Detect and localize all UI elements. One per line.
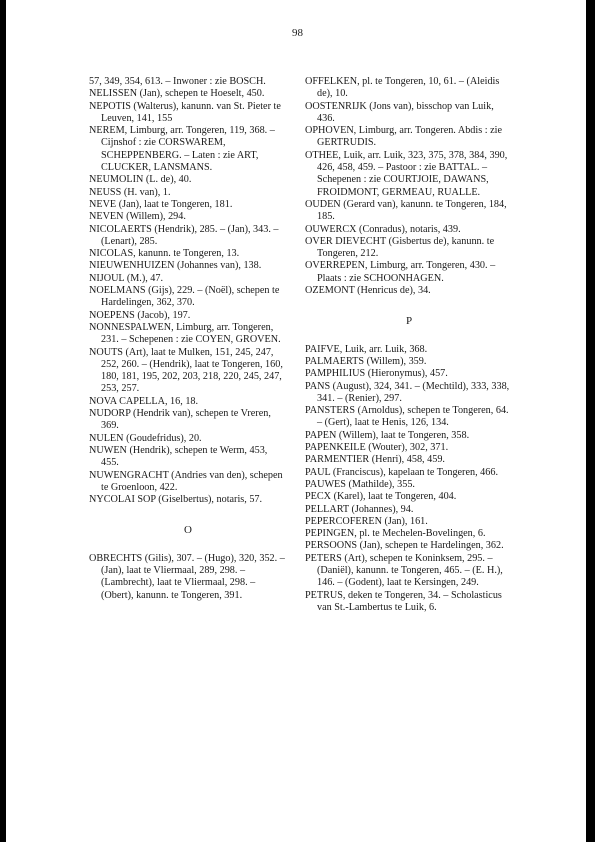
index-entry: PELLART (Johannes), 94.: [305, 503, 414, 515]
index-entry: PETRUS, deken te Tongeren, 34. – Scholasticus van St.-Lambertus te Luik, 6.: [305, 589, 502, 613]
index-entry: NUWENGRACHT (Andries van den), schepen te Groenloon, 422.: [89, 469, 283, 493]
index-entry: PAUWES (Mathilde), 355.: [305, 478, 415, 490]
index-entry: OVER DIEVECHT (Gisbertus de), kanunn. te Tongeren, 212.: [305, 235, 495, 260]
index-entry: NEREM, Limburg, arr. Tongeren, 119, 368. – Cijnshof : zie CORSWAREM, SCHEPPENBERG. – Laten : zie ART, CLUCKER, LANSMANS.: [89, 125, 275, 174]
section-heading-p: P: [405, 315, 413, 328]
index-entry: PAPENKEILE (Wouter), 302, 371.: [305, 442, 449, 454]
index-entry: OFFELKEN, pl. te Tongeren, 10, 61. – (Aleidis de), 10.: [305, 76, 500, 100]
scan-edge-right: [586, 0, 595, 842]
index-entry: NEUMOLIN (L. de), 40.: [89, 174, 192, 186]
index-entry: NOUTS (Art), laat te Mulken, 151, 245, 247, 252, 260. – (Hendrik), laat te Tongeren, 160, 180, 181, 195, 202, 203, 218, 220, 245, 247, 253, 257.: [89, 346, 283, 395]
index-entries-o: [89, 553, 287, 602]
index-entry: 57, 349, 354, 613. – Inwoner : zie BOSCH.: [89, 76, 266, 87]
index-entry: NUWEN (Hendrik), schepen te Werm, 453, 455.: [89, 444, 268, 469]
scan-edge-left: [0, 0, 6, 842]
index-entry: NEUSS (H. van), 1.: [89, 186, 171, 198]
index-entry: PERSOONS (Jan), schepen te Hardelingen, 362.: [305, 540, 504, 552]
index-entry: NOEPENS (Jacob), 197.: [89, 309, 191, 321]
index-entry: PAMPHILIUS (Hieronymus), 457.: [305, 368, 448, 380]
index-entry: NICOLAERTS (Hendrik), 285. – (Jan), 343. – (Lenart), 285.: [89, 223, 279, 247]
index-entry: NICOLAS, kanunn. te Tongeren, 13.: [89, 248, 240, 260]
index-entry: PAIFVE, Luik, arr. Luik, 368.: [305, 343, 428, 355]
index-entry: OUDEN (Gerard van), kanunn. te Tongeren, 184, 185.: [305, 198, 507, 223]
index-column-left: [89, 76, 287, 602]
index-entry: PAPEN (Willem), laat te Tongeren, 358.: [305, 429, 470, 441]
index-entry: OVERREPEN, Limburg, arr. Tongeren, 430. – Plaats : zie SCHOONHAGEN.: [305, 260, 496, 284]
index-entry: OPHOVEN, Limburg, arr. Tongeren. Abdis : zie GERTRUDIS.: [305, 125, 502, 149]
index-entries-o-cont: [305, 76, 513, 297]
index-entry: NEVE (Jan), laat te Tongeren, 181.: [89, 198, 233, 210]
index-entry: PAUL (Franciscus), kapelaan te Tongeren, 466.: [305, 466, 498, 478]
index-entry: OZEMONT (Henricus de), 34.: [305, 285, 431, 297]
page-number: 98: [292, 27, 303, 39]
index-entry: NIJOUL (M.), 47.: [89, 272, 164, 284]
index-entry: NELISSEN (Jan), schepen te Hoeselt, 450.: [89, 88, 265, 100]
index-entry: NOELMANS (Gijs), 229. – (Noël), schepen te Hardelingen, 362, 370.: [89, 285, 280, 309]
index-entry: PANSTERS (Arnoldus), schepen te Tongeren, 64. – (Gert), laat te Henis, 126, 134.: [305, 405, 509, 429]
index-entry: PEPINGEN, pl. te Mechelen-Bovelingen, 6.: [305, 528, 486, 540]
index-entry: NIEUWENHUIZEN (Johannes van), 138.: [89, 260, 262, 272]
index-entry: PEPERCOFEREN (Jan), 161.: [305, 515, 428, 527]
index-entries-n: [89, 76, 287, 506]
index-entry: NOVA CAPELLA, 16, 18.: [89, 395, 199, 407]
index-entry: NUDORP (Hendrik van), schepen te Vreren, 369.: [89, 408, 271, 432]
index-entry: PARMENTIER (Henri), 458, 459.: [305, 454, 445, 466]
index-entry: PETERS (Art), schepen te Koninksem, 295. – (Daniël), kanunn. te Tongeren, 465. – (E. H.), 146. – (Godent), laat te Kersingen, 249.: [305, 552, 503, 589]
index-entry: OBRECHTS (Gilis), 307. – (Hugo), 320, 352. – (Jan), laat te Vliermaal, 289, 298. – (Lambrecht), laat te Vliermaal, 298. – (Obert), kanunn. te Tongeren, 391.: [89, 552, 285, 601]
index-entry: NEVEN (Willem), 294.: [89, 211, 186, 223]
index-entry: OOSTENRIJK (Jons van), bisschop van Luik, 436.: [305, 100, 494, 124]
index-entry: OUWERCX (Conradus), notaris, 439.: [305, 223, 461, 235]
index-entry: PECX (Karel), laat te Tongeren, 404.: [305, 491, 457, 503]
index-column-right: [305, 76, 513, 614]
index-entry: OTHEE, Luik, arr. Luik, 323, 375, 378, 384, 390, 426, 458, 459. – Pastoor : zie BATTAL. – Schepenen : zie COURTJOIE, DAWANS, FROIDMONT, GERMEAU, RUALLE.: [305, 149, 508, 198]
section-heading-o: O: [184, 524, 192, 537]
index-entries-p: [305, 344, 513, 615]
index-entry: PANS (August), 324, 341. – (Mechtild), 333, 338, 341. – (Renier), 297.: [305, 380, 510, 404]
index-entry: NONNESPALWEN, Limburg, arr. Tongeren, 231. – Schepenen : zie COYEN, GROVEN.: [89, 321, 281, 346]
index-entry: NYCOLAI SOP (Giselbertus), notaris, 57.: [89, 494, 263, 506]
index-entry: NEPOTIS (Walterus), kanunn. van St. Pieter te Leuven, 141, 155: [89, 100, 281, 124]
index-entry: NULEN (Goudefridus), 20.: [89, 432, 202, 444]
index-entry: PALMAERTS (Willem), 359.: [305, 355, 427, 367]
